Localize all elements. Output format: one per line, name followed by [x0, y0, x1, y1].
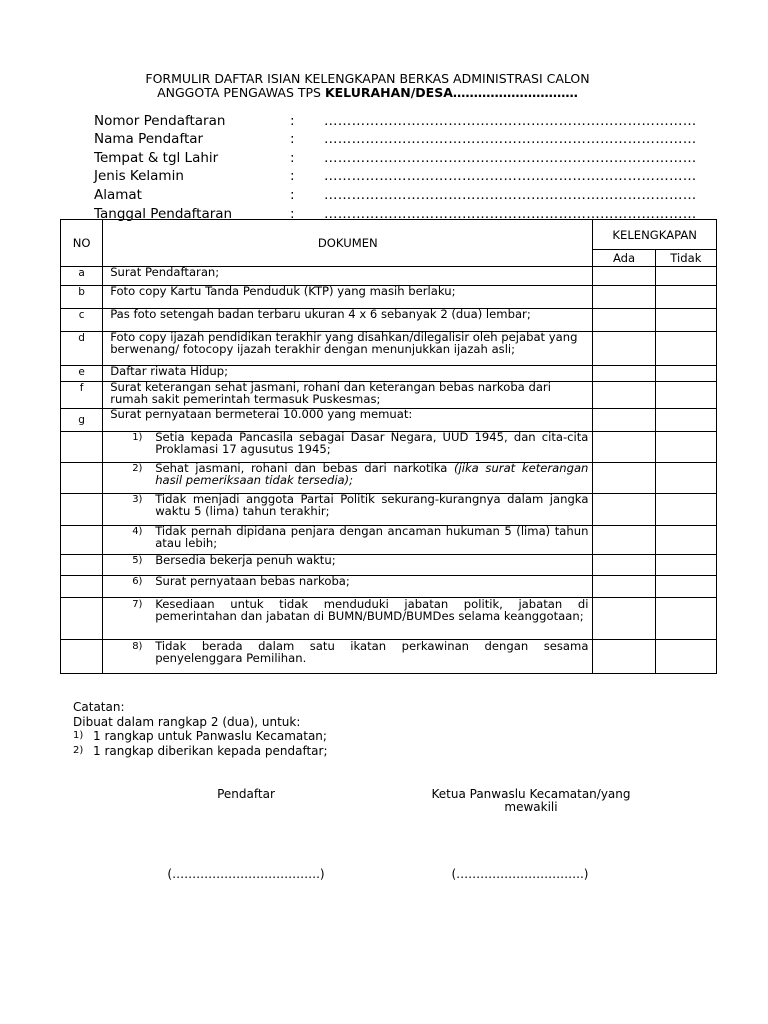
checkbox-cell-tidak[interactable] [655, 286, 716, 309]
sub-item [103, 640, 593, 674]
sub-item [103, 598, 593, 640]
signature-right-title-line1: Ketua Panwaslu Kecamatan/yang [431, 787, 631, 801]
checkbox-cell-tidak[interactable] [655, 576, 716, 598]
row-no: f [61, 382, 103, 409]
field-colon: : [290, 186, 295, 203]
table-row [61, 409, 717, 432]
sub-item [103, 494, 593, 526]
header-ada: Ada [593, 250, 655, 267]
row-document: Foto copy Kartu Tanda Penduduk (KTP) yang masih berlaku; [103, 286, 593, 309]
sub-item [103, 463, 593, 494]
field-label: Alamat [94, 186, 142, 203]
checkbox-cell-ada[interactable] [593, 463, 655, 494]
field-blank: ……………………………………………………………………… [324, 205, 697, 222]
row-document: Surat pernyataan bermeterai 10.000 yang memuat: [103, 409, 593, 432]
checkbox-cell-tidak[interactable] [655, 555, 716, 576]
table-subrow [61, 463, 717, 494]
table-row [61, 309, 717, 332]
checkbox-cell-ada[interactable] [593, 432, 655, 463]
checkbox-cell-tidak[interactable] [655, 382, 716, 409]
title-line-1: FORMULIR DAFTAR ISIAN KELENGKAPAN BERKAS ADMINISTRASI CALON [145, 71, 590, 86]
field-colon: : [290, 112, 295, 129]
checkbox-cell-tidak[interactable] [655, 432, 716, 463]
checkbox-cell-tidak[interactable] [655, 267, 716, 286]
checkbox-cell-tidak[interactable] [655, 598, 716, 640]
sub-item-text: Tidak menjadi anggota Partai Politik sekurang-kurangnya dalam jangka waktu 5 (lima) tahun terakhir; [155, 492, 589, 518]
table-subrow [61, 555, 717, 576]
checkbox-cell-ada[interactable] [593, 576, 655, 598]
checkbox-cell-ada[interactable] [593, 286, 655, 309]
sub-item-text: Surat pernyataan bebas narkoba; [155, 574, 350, 588]
field-colon: : [290, 168, 295, 185]
signature-right-title [396, 788, 666, 814]
field-colon: : [290, 131, 295, 148]
table-row [61, 382, 717, 409]
notes-item-text: 1 rangkap diberikan kepada pendaftar; [93, 743, 328, 758]
signature-right-title-line2: mewakili [504, 800, 558, 814]
row-document: Foto copy ijazah pendidikan terakhir yang disahkan/dilegalisir oleh pejabat yang berwenang/ fotocopy ijazah terakhir dengan menunjukkan ijazah asli; [103, 332, 593, 366]
row-no: d [61, 332, 103, 366]
field-blank: ……………………………………………………………………… [324, 186, 697, 203]
checkbox-cell-ada[interactable] [593, 526, 655, 555]
sub-item [103, 432, 593, 463]
field-nama-pendaftar [94, 129, 724, 148]
form-title [0, 72, 735, 100]
table-row [61, 267, 717, 286]
sub-item-number: 8) [132, 641, 143, 652]
field-blank: ……………………………………………………………………… [324, 131, 697, 148]
sub-item-text: Setia kepada Pancasila sebagai Dasar Negara, UUD 1945, dan cita-cita Proklamasi 17 agusutus 1945; [155, 430, 589, 456]
sub-item-number: 2) [132, 463, 143, 474]
notes-item [73, 729, 328, 744]
row-no: b [61, 286, 103, 309]
field-tempat-tgl-lahir [94, 147, 724, 166]
table-subrow [61, 494, 717, 526]
checkbox-cell-tidak[interactable] [655, 494, 716, 526]
notes-item [73, 744, 328, 759]
notes-intro: Dibuat dalam rangkap 2 (dua), untuk: [73, 714, 301, 729]
checkbox-cell-tidak[interactable] [655, 463, 716, 494]
checkbox-cell-ada[interactable] [593, 267, 655, 286]
sub-item-number: 4) [132, 526, 143, 537]
field-colon: : [290, 149, 295, 166]
sub-item-number: 6) [132, 576, 143, 587]
sub-item [103, 555, 593, 576]
signature-left-blank: (……………………………….) [167, 867, 325, 881]
checkbox-cell-tidak[interactable] [655, 332, 716, 366]
header-tidak: Tidak [655, 250, 716, 267]
sub-item-number: 7) [132, 599, 143, 610]
table-subrow [61, 526, 717, 555]
document-checklist-table [60, 219, 717, 674]
row-no: e [61, 366, 103, 382]
field-blank: ……………………………………………………………………… [324, 112, 697, 129]
field-label: Jenis Kelamin [94, 168, 184, 185]
checkbox-cell-tidak[interactable] [655, 526, 716, 555]
table-header-row [61, 220, 717, 250]
header-no: NO [61, 220, 103, 267]
notes-item-number: 2) [73, 744, 84, 756]
signature-right-blank: (…………………………..) [451, 867, 589, 881]
row-no: g [61, 409, 103, 432]
field-alamat [94, 184, 724, 203]
sub-item-number: 5) [132, 555, 143, 566]
header-kelengkapan: KELENGKAPAN [593, 220, 717, 250]
row-document: Pas foto setengah badan terbaru ukuran 4 x 6 sebanyak 2 (dua) lembar; [103, 309, 593, 332]
notes-item-text: 1 rangkap untuk Panwaslu Kecamatan; [93, 729, 327, 743]
title-line-2 [0, 86, 735, 100]
row-document: Surat Pendaftaran; [103, 267, 593, 286]
notes-item-number: 1) [73, 730, 84, 741]
applicant-fields [94, 110, 724, 222]
checkbox-cell-ada[interactable] [593, 494, 655, 526]
checkbox-cell-ada[interactable] [593, 409, 655, 432]
checkbox-cell-ada[interactable] [593, 382, 655, 409]
notes-heading: Catatan: [73, 700, 125, 714]
table-row [61, 286, 717, 309]
field-blank: ……………………………………………………………………… [324, 168, 697, 185]
row-document: Daftar riwata Hidup; [103, 366, 593, 382]
sub-item-text: Bersedia bekerja penuh waktu; [155, 553, 336, 567]
sub-item-text: Kesediaan untuk tidak menduduki jabatan politik, jabatan di pemerintahan dan jabatan di BUMN/BUMD/BUMDes selama keanggotaan; [155, 597, 589, 623]
header-dokumen: DOKUMEN [103, 220, 593, 267]
checkbox-cell-ada[interactable] [593, 309, 655, 332]
checkbox-cell-ada[interactable] [593, 332, 655, 366]
row-no: c [61, 309, 103, 332]
sub-item-number: 1) [132, 432, 143, 443]
field-jenis-kelamin [94, 166, 724, 185]
checkbox-cell-ada[interactable] [593, 640, 655, 674]
notes-section [73, 700, 328, 758]
sub-item-text: Tidak pernah dipidana penjara dengan ancaman hukuman 5 (lima) tahun atau lebih; [155, 524, 589, 550]
table-subrow [61, 432, 717, 463]
field-colon: : [290, 205, 295, 222]
checkbox-cell-ada[interactable] [593, 598, 655, 640]
table-subrow [61, 640, 717, 674]
signature-left-title: Pendaftar [217, 787, 275, 801]
table-subrow [61, 598, 717, 640]
sub-item-number: 3) [132, 494, 143, 505]
title-line-2-bold: KELURAHAN/DESA………………………… [324, 85, 578, 100]
field-nomor-pendaftaran [94, 110, 724, 129]
title-line-2-prefix: ANGGOTA PENGAWAS TPS [157, 85, 325, 100]
checkbox-cell-tidak[interactable] [655, 309, 716, 332]
checkbox-cell-ada[interactable] [593, 555, 655, 576]
sub-item [103, 576, 593, 598]
checkbox-cell-ada[interactable] [593, 366, 655, 382]
field-blank: ……………………………………………………………………… [324, 149, 697, 166]
sub-item-text: Sehat jasmani, rohani dan bebas dari narkotika [155, 461, 454, 475]
field-label: Nomor Pendaftaran [94, 112, 226, 129]
checkbox-cell-tidak[interactable] [655, 409, 716, 432]
field-label: Tempat & tgl Lahir [94, 149, 219, 166]
table-subrow [61, 576, 717, 598]
sub-item [103, 526, 593, 555]
table-row [61, 332, 717, 366]
row-no: a [61, 267, 103, 286]
row-document: Surat keterangan sehat jasmani, rohani dan keterangan bebas narkoba dari rumah sakit pemerintah termasuk Puskesmas; [103, 382, 593, 409]
sub-item-text: Tidak berada dalam satu ikatan perkawinan dengan sesama penyelenggara Pemilihan. [155, 639, 589, 665]
checkbox-cell-tidak[interactable] [655, 366, 716, 382]
field-label: Tanggal Pendaftaran [94, 205, 233, 222]
sub-item-italic-note: (jika surat keterangan hasil pemeriksaan tidak tersedia); [155, 461, 589, 487]
field-label: Nama Pendaftar [94, 131, 204, 148]
checkbox-cell-tidak[interactable] [655, 640, 716, 674]
